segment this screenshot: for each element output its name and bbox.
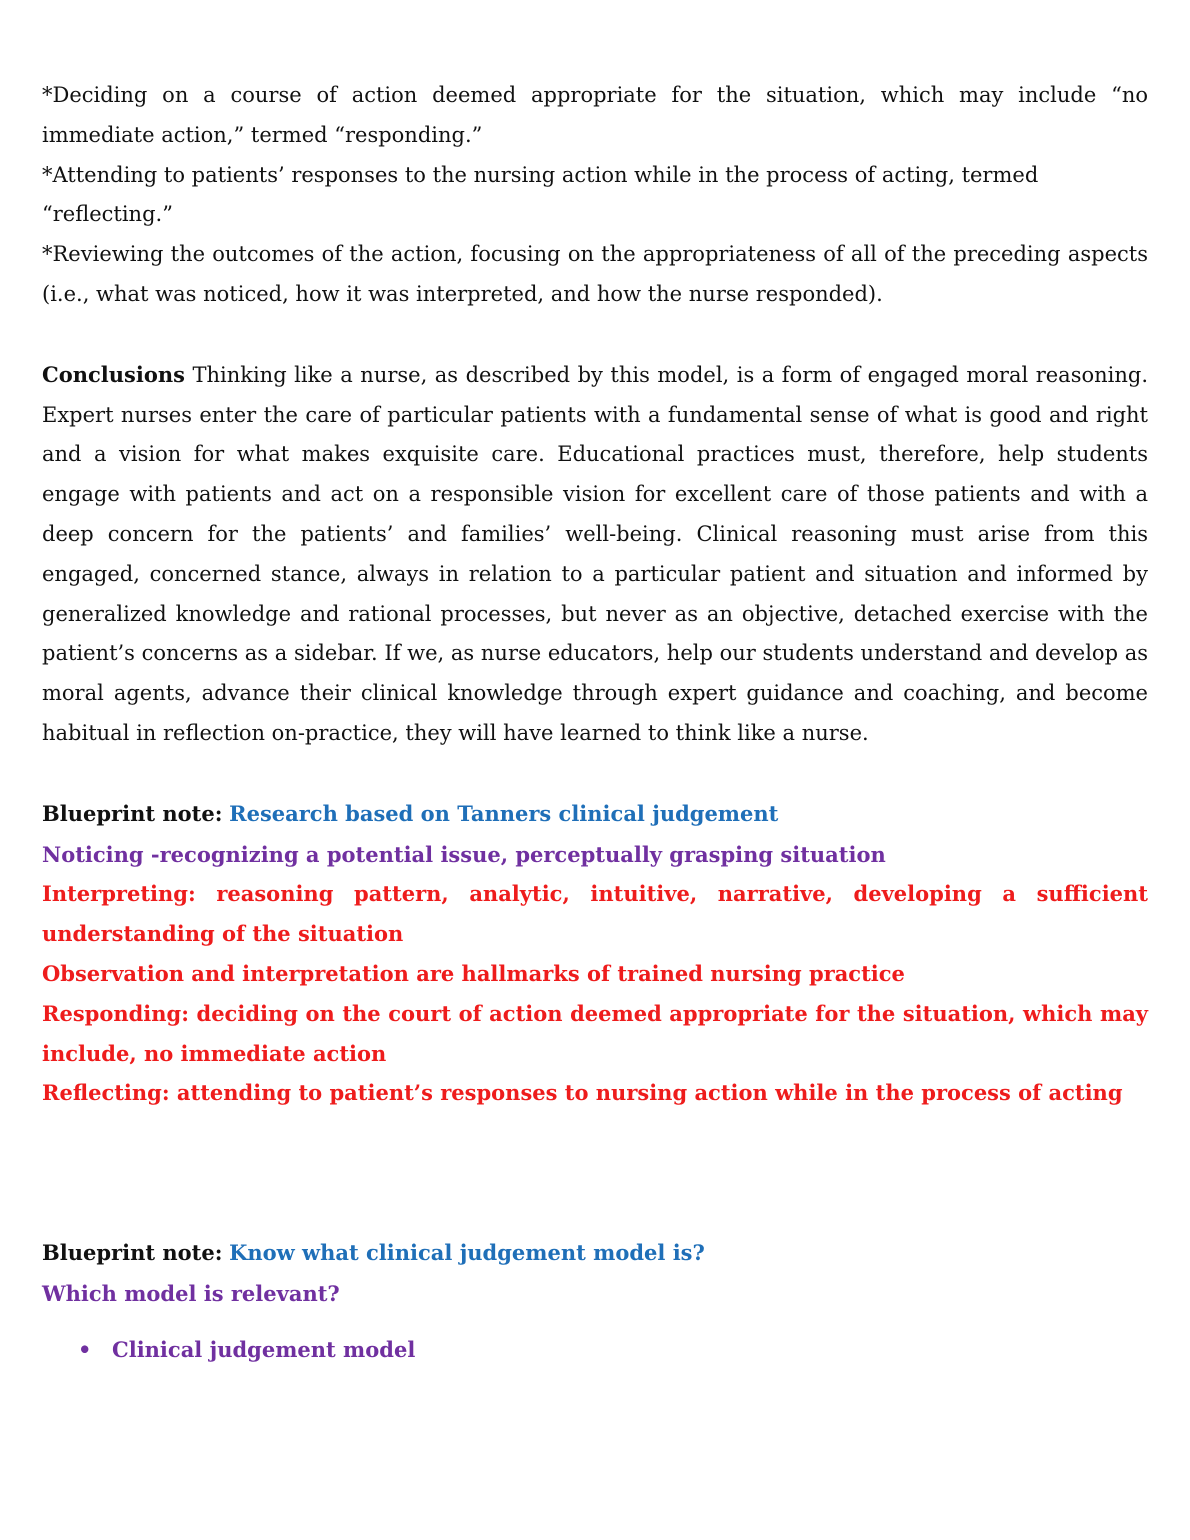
observation-line: Observation and interpretation are hallmarks of trained nursing practice <box>42 960 905 986</box>
model-question: Which model is relevant? <box>42 1280 340 1306</box>
reflecting-line: Reflecting: attending to patient’s responses to nursing action while in the process of acting <box>42 1080 1123 1106</box>
list-item <box>78 1330 1148 1371</box>
blueprint-note-2 <box>42 1233 1148 1274</box>
responding-line: Responding: deciding on the court of action deemed appropriate for the situation, which may include, no immediate action <box>42 1000 1148 1066</box>
conclusions-paragraph <box>42 355 1148 754</box>
blueprint-note-title: Know what clinical judgement model is? <box>229 1240 705 1266</box>
spacer <box>42 315 1148 355</box>
intro-line-reflecting: *Attending to patients’ responses to the nursing action while in the process of acting, termed “reflecting.” <box>42 162 1039 227</box>
intro-line-responding: *Deciding on a course of action deemed appropriate for the situation, which may include “no immediate action,” termed “responding.” <box>42 83 1148 147</box>
interpreting-line: Interpreting: reasoning pattern, analytic, intuitive, narrative, developing a sufficient understanding of the situation <box>42 881 1148 947</box>
blueprint-note-label: Blueprint note: <box>42 1240 223 1266</box>
spacer <box>42 754 1148 794</box>
noticing-line: Noticing -recognizing a potential issue, perceptually grasping situation <box>42 841 886 867</box>
blueprint-note-1 <box>42 794 1148 835</box>
blueprint-note-label: Blueprint note: <box>42 800 223 826</box>
document-page <box>42 76 1148 1371</box>
model-bullet-list <box>42 1330 1148 1371</box>
bullet-text: Clinical judgement model <box>112 1336 416 1362</box>
conclusions-text: Thinking like a nurse, as described by this model, is a form of engaged moral reasoning. Expert nurses enter the care of particular patients with a fundamental sense of what is good and right and a vision for what makes exquisite care. Educational practices must, therefore, help students engage with patients and act on a responsible vision for excellent care of those patients and with a deep concern for the patients’ and families’ well-being. Clinical reasoning must arise from this engaged, concerned stance, always in relation to a particular patient and situation and informed by generalized knowledge and rational processes, but never as an objective, detached exercise with the patient’s concerns as a sidebar. If we, as nurse educators, help our students understand and develop as moral agents, advance their clinical knowledge through expert guidance and coaching, and become habitual in reflection on-practice, they will have learned to think like a nurse. <box>42 362 1148 745</box>
spacer <box>42 1113 1148 1233</box>
conclusions-label: Conclusions <box>42 361 185 387</box>
blueprint-note-title: Research based on Tanners clinical judgement <box>229 800 779 826</box>
intro-line-reviewing: *Reviewing the outcomes of the action, focusing on the appropriateness of all of the preceding aspects (i.e., what was noticed, how it was interpreted, and how the nurse responded). <box>42 242 1148 306</box>
bullet-icon: • <box>78 1336 92 1362</box>
